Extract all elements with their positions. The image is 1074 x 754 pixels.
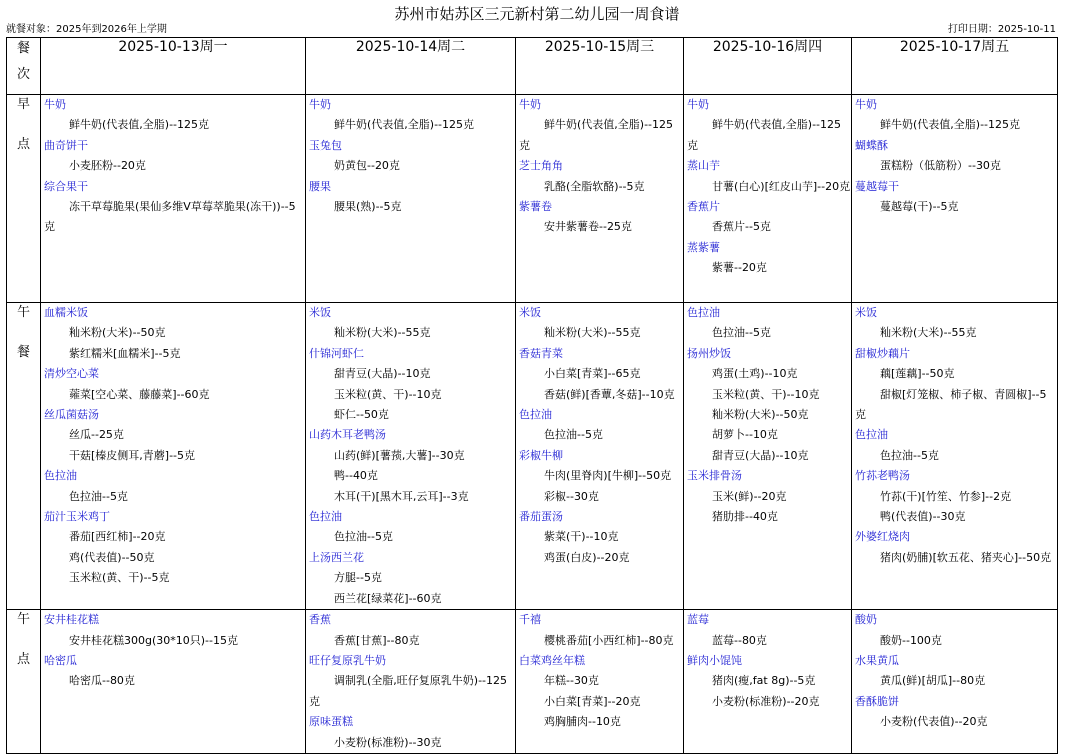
ingredient-line: 紫菜(干)--10克 bbox=[544, 530, 619, 544]
ingredient-line: 小麦粉(标准粉)--30克 bbox=[334, 735, 442, 749]
ingredient-line: 黄瓜(鲜)[胡瓜]--80克 bbox=[880, 674, 986, 688]
ingredient-line: 山药(鲜)[薯蓣,大薯]--30克 bbox=[334, 448, 465, 462]
dish-name: 蓝莓 bbox=[687, 613, 709, 627]
ingredient-line: 蓝莓--80克 bbox=[712, 633, 767, 647]
dish-name: 上汤西兰花 bbox=[309, 550, 364, 564]
dish-name: 丝瓜菌菇汤 bbox=[44, 408, 99, 422]
ingredient-line: 小麦粉(代表值)--20克 bbox=[880, 715, 988, 729]
ingredient-line: 奶黄包--20克 bbox=[334, 159, 400, 173]
menu-cell-afternoon-snack-tue bbox=[306, 610, 516, 754]
ingredient-line: 鲜牛奶(代表值,全脂)--125克 bbox=[880, 118, 1021, 132]
ingredient-line: 鸭--40克 bbox=[334, 469, 378, 483]
meal-label: 早 点 bbox=[7, 95, 41, 303]
dish-name: 茄汁玉米鸡丁 bbox=[44, 510, 110, 524]
menu-cell-lunch-mon bbox=[41, 303, 306, 610]
meal-row-lunch bbox=[7, 303, 1058, 610]
ingredient-line: 藕[莲藕]--50克 bbox=[880, 367, 955, 381]
ingredient-line: 番茄[西红柿]--20克 bbox=[69, 530, 166, 544]
day-header-wed: 2025-10-15周三 bbox=[516, 38, 684, 95]
ingredient-line: 安井紫薯卷--25克 bbox=[544, 220, 632, 234]
dish-name: 芝士角角 bbox=[519, 159, 563, 173]
menu-cell-afternoon-snack-mon bbox=[41, 610, 306, 754]
dish-name: 牛奶 bbox=[519, 98, 541, 111]
ingredient-line: 西兰花[绿菜花]--60克 bbox=[334, 591, 442, 605]
ingredient-line: 玉米粒(黄、干)--5克 bbox=[69, 571, 170, 585]
dish-name: 牛奶 bbox=[687, 98, 709, 111]
ingredient-line: 鲜牛奶(代表值,全脂)--125克 bbox=[69, 118, 210, 132]
ingredient-line: 香蕉片--5克 bbox=[712, 220, 771, 234]
corner-header: 餐 次 bbox=[7, 38, 41, 95]
ingredient-line: 虾仁--50克 bbox=[334, 408, 389, 422]
menu-cell-breakfast-wed bbox=[516, 95, 684, 303]
ingredient-line: 色拉油--5克 bbox=[334, 530, 393, 544]
dish-name: 蒸紫薯 bbox=[687, 240, 720, 254]
ingredient-line: 甜青豆(大晶)--10克 bbox=[712, 448, 809, 462]
dish-name: 彩椒牛柳 bbox=[519, 448, 563, 462]
dish-name: 玉兔包 bbox=[309, 138, 342, 152]
ingredient-line: 甜青豆(大晶)--10克 bbox=[334, 367, 431, 381]
ingredient-line: 蛋糕粉（低筋粉）--30克 bbox=[880, 159, 1001, 173]
dish-name: 鲜肉小馄饨 bbox=[687, 653, 742, 667]
ingredient-line: 冻干草莓脆果(果仙多维V草莓萃脆果(冻干))--5克 bbox=[44, 200, 296, 234]
dish-name: 综合果干 bbox=[44, 179, 88, 193]
dish-name: 牛奶 bbox=[855, 98, 877, 111]
page-title: 苏州市姑苏区三元新村第二幼儿园一周食谱 bbox=[394, 5, 680, 23]
menu-cell-breakfast-fri bbox=[852, 95, 1058, 303]
ingredient-line: 色拉油--5克 bbox=[69, 489, 128, 503]
ingredient-line: 鲜牛奶(代表值,全脂)--125克 bbox=[519, 118, 674, 152]
dish-name: 蝴蝶酥 bbox=[855, 138, 888, 152]
ingredient-line: 小白菜[青菜]--20克 bbox=[544, 694, 641, 708]
ingredient-line: 紫薯--20克 bbox=[712, 261, 767, 275]
dish-name: 清炒空心菜 bbox=[44, 367, 99, 381]
ingredient-line: 猪肉(奶脯)[软五花、猪夹心]--50克 bbox=[880, 550, 1052, 564]
menu-cell-breakfast-thu bbox=[684, 95, 852, 303]
dish-name: 番茄蛋汤 bbox=[519, 510, 563, 524]
day-header-tue: 2025-10-14周二 bbox=[306, 38, 516, 95]
ingredient-line: 蔓越莓(干)--5克 bbox=[880, 200, 959, 214]
dish-name: 曲奇饼干 bbox=[44, 138, 88, 152]
ingredient-line: 胡萝卜--10克 bbox=[712, 428, 778, 442]
ingredient-line: 干菇[榛皮侧耳,青蘑]--5克 bbox=[69, 448, 196, 462]
ingredient-line: 鲜牛奶(代表值,全脂)--125克 bbox=[334, 118, 475, 132]
ingredient-line: 玉米粒(黄、干)--10克 bbox=[334, 387, 442, 401]
ingredient-line: 色拉油--5克 bbox=[880, 448, 939, 462]
menu-cell-lunch-fri bbox=[852, 303, 1058, 610]
ingredient-line: 哈密瓜--80克 bbox=[69, 674, 135, 688]
ingredient-line: 牛肉(里脊肉)[牛柳]--50克 bbox=[544, 469, 672, 483]
ingredient-line: 彩椒--30克 bbox=[544, 489, 599, 503]
ingredient-line: 小麦粉(标准粉)--20克 bbox=[712, 694, 820, 708]
dish-name: 香酥脆饼 bbox=[855, 694, 899, 708]
ingredient-line: 玉米粒(黄、干)--10克 bbox=[712, 387, 820, 401]
dish-name: 紫薯卷 bbox=[519, 200, 552, 214]
ingredient-line: 香菇(鲜)[香蕈,冬菇]--10克 bbox=[544, 387, 675, 401]
dish-name: 血糯米饭 bbox=[44, 306, 88, 319]
ingredient-line: 小麦胚粉--20克 bbox=[69, 159, 146, 173]
dish-name: 香蕉片 bbox=[687, 200, 720, 214]
dish-name: 酸奶 bbox=[855, 613, 877, 627]
dish-name: 玉米排骨汤 bbox=[687, 469, 742, 483]
dish-name: 米饭 bbox=[519, 306, 541, 319]
ingredient-line: 年糕--30克 bbox=[544, 674, 599, 688]
day-header-fri: 2025-10-17周五 bbox=[852, 38, 1058, 95]
header-row bbox=[7, 38, 1058, 95]
meal-row-breakfast bbox=[7, 95, 1058, 303]
ingredient-line: 玉米(鲜)--20克 bbox=[712, 489, 787, 503]
dish-name: 哈密瓜 bbox=[44, 653, 77, 667]
menu-cell-lunch-thu bbox=[684, 303, 852, 610]
dish-name: 色拉油 bbox=[309, 510, 342, 524]
dish-name: 山药木耳老鸭汤 bbox=[309, 428, 386, 442]
dish-name: 扬州炒饭 bbox=[687, 346, 731, 360]
ingredient-line: 蕹菜[空心菜、藤藤菜]--60克 bbox=[69, 387, 210, 401]
dish-name: 香蕉 bbox=[309, 613, 331, 627]
dish-name: 牛奶 bbox=[309, 98, 331, 111]
ingredient-line: 酸奶--100克 bbox=[880, 633, 942, 647]
dish-name: 千禧 bbox=[519, 613, 541, 627]
print-date: 打印日期：2025-10-11 bbox=[947, 24, 1056, 35]
ingredient-line: 色拉油--5克 bbox=[544, 428, 603, 442]
ingredient-line: 丝瓜--25克 bbox=[69, 428, 124, 442]
menu-cell-afternoon-snack-fri bbox=[852, 610, 1058, 754]
dish-name: 原味蛋糕 bbox=[309, 715, 353, 729]
dish-name: 甜椒炒藕片 bbox=[855, 346, 910, 360]
dish-name: 水果黄瓜 bbox=[855, 653, 899, 667]
dish-name: 香菇青菜 bbox=[519, 346, 563, 360]
ingredient-line: 籼米粉(大米)--50克 bbox=[69, 326, 166, 340]
ingredient-line: 调制乳(全脂,旺仔复原乳牛奶)--125克 bbox=[309, 674, 508, 708]
menu-cell-breakfast-tue bbox=[306, 95, 516, 303]
ingredient-line: 籼米粉(大米)--55克 bbox=[880, 326, 977, 340]
meal-row-afternoon-snack bbox=[7, 610, 1058, 754]
ingredient-line: 小白菜[青菜]--65克 bbox=[544, 367, 641, 381]
dish-name: 牛奶 bbox=[44, 98, 66, 111]
menu-cell-afternoon-snack-thu bbox=[684, 610, 852, 754]
menu-cell-lunch-wed bbox=[516, 303, 684, 610]
dining-target: 就餐对象：2025年到2026年上学期 bbox=[6, 24, 167, 35]
ingredient-line: 紫红糯米[血糯米]--5克 bbox=[69, 346, 181, 360]
ingredient-line: 乳酪(全脂软酪)--5克 bbox=[544, 179, 645, 193]
day-header-thu: 2025-10-16周四 bbox=[684, 38, 852, 95]
dish-name: 蒸山芋 bbox=[687, 159, 720, 173]
dish-name: 米饭 bbox=[855, 306, 877, 319]
dish-name: 蔓越莓干 bbox=[855, 179, 899, 193]
menu-cell-breakfast-mon bbox=[41, 95, 306, 303]
ingredient-line: 色拉油--5克 bbox=[712, 326, 771, 340]
ingredient-line: 甘薯(白心)[红皮山芋]--20克 bbox=[712, 179, 851, 193]
ingredient-line: 鸭(代表值)--30克 bbox=[880, 510, 966, 524]
ingredient-line: 籼米粉(大米)--50克 bbox=[712, 408, 809, 422]
ingredient-line: 腰果(熟)--5克 bbox=[334, 200, 402, 214]
menu-cell-lunch-tue bbox=[306, 303, 516, 610]
dish-name: 外婆红烧肉 bbox=[855, 530, 910, 544]
ingredient-line: 鸡蛋(白皮)--20克 bbox=[544, 550, 630, 564]
dish-name: 色拉油 bbox=[687, 306, 720, 319]
ingredient-line: 鸡胸脯肉--10克 bbox=[544, 715, 621, 729]
dish-name: 竹荪老鸭汤 bbox=[855, 469, 910, 483]
meal-label: 午 点 bbox=[7, 610, 41, 754]
dish-name: 色拉油 bbox=[855, 428, 888, 442]
weekly-menu-table bbox=[6, 37, 1058, 754]
dish-name: 白菜鸡丝年糕 bbox=[519, 653, 585, 667]
ingredient-line: 安井桂花糕300g(30*10只)--15克 bbox=[69, 633, 238, 647]
ingredient-line: 籼米粉(大米)--55克 bbox=[544, 326, 641, 340]
ingredient-line: 籼米粉(大米)--55克 bbox=[334, 326, 431, 340]
dish-name: 腰果 bbox=[309, 179, 331, 193]
ingredient-line: 甜椒[灯笼椒、柿子椒、青圆椒]--5克 bbox=[855, 387, 1047, 422]
ingredient-line: 竹荪(干)[竹笙、竹参]--2克 bbox=[880, 489, 1012, 503]
ingredient-line: 鲜牛奶(代表值,全脂)--125克 bbox=[687, 118, 842, 152]
dish-name: 米饭 bbox=[309, 306, 331, 319]
dish-name: 什锦河虾仁 bbox=[309, 346, 364, 360]
dish-name: 旺仔复原乳牛奶 bbox=[309, 653, 386, 667]
ingredient-line: 猪肋排--40克 bbox=[712, 510, 778, 524]
day-header-mon: 2025-10-13周一 bbox=[41, 38, 306, 95]
ingredient-line: 樱桃番茄[小西红柿]--80克 bbox=[544, 633, 674, 647]
ingredient-line: 香蕉[甘蕉]--80克 bbox=[334, 633, 420, 647]
meal-label: 午 餐 bbox=[7, 303, 41, 610]
ingredient-line: 猪肉(瘦,fat 8g)--5克 bbox=[712, 674, 816, 688]
menu-cell-afternoon-snack-wed bbox=[516, 610, 684, 754]
ingredient-line: 鸡蛋(土鸡)--10克 bbox=[712, 367, 798, 381]
ingredient-line: 木耳(干)[黑木耳,云耳]--3克 bbox=[334, 489, 469, 503]
ingredient-line: 方腿--5克 bbox=[334, 571, 382, 585]
dish-name: 色拉油 bbox=[519, 408, 552, 422]
ingredient-line: 鸡(代表值)--50克 bbox=[69, 550, 155, 564]
dish-name: 色拉油 bbox=[44, 469, 77, 483]
dish-name: 安井桂花糕 bbox=[44, 613, 99, 627]
